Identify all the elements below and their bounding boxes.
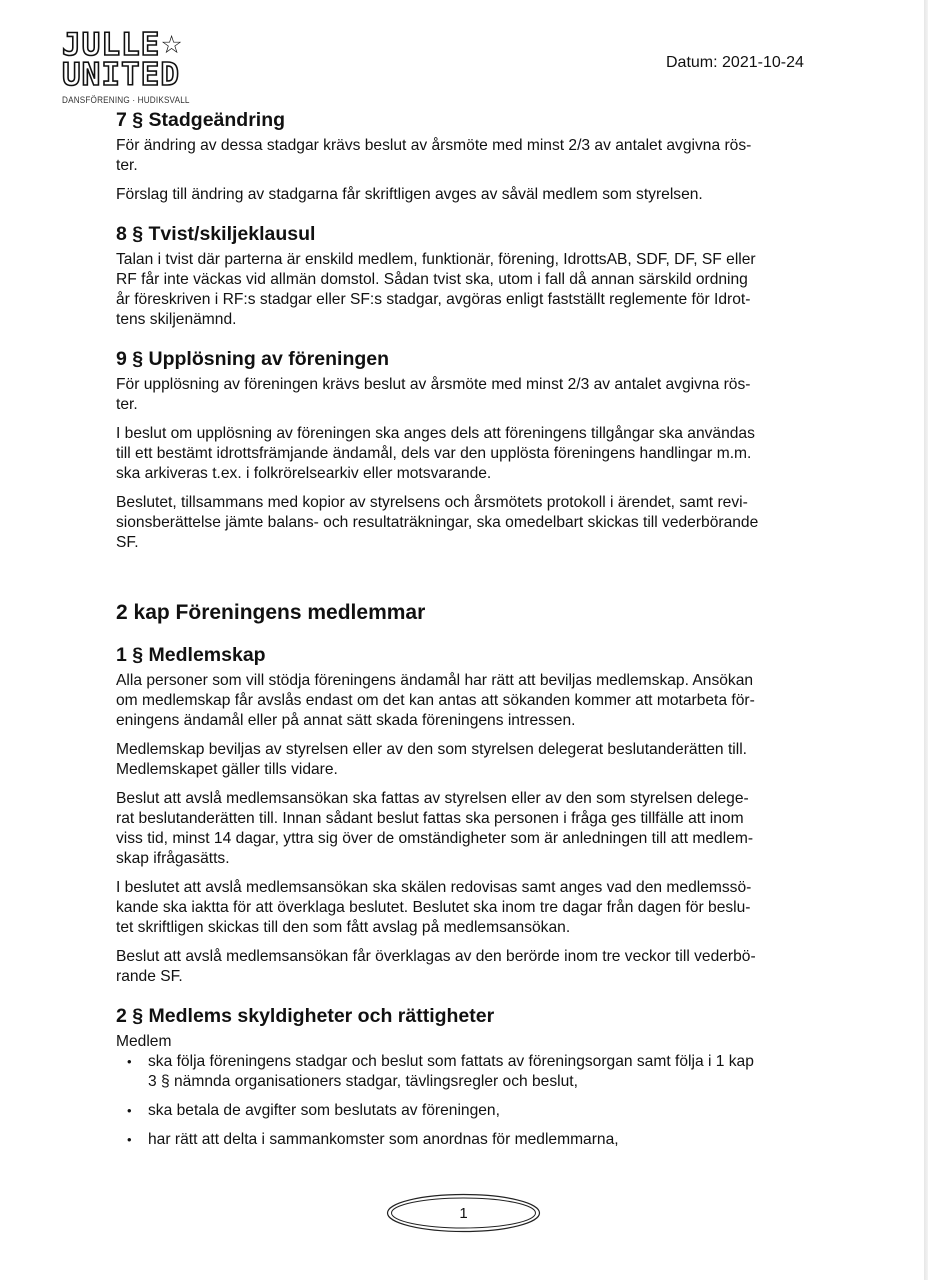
list-item-text: ska följa föreningens stadgar och beslut som fattats av föreningsorgan samt följa i 1 kap 3 § nämnda organisationers stadgar, tävlingsregler och beslut, [148, 1053, 754, 1090]
bullet-icon: • [127, 1054, 132, 1069]
paragraph: Alla personer som vill stödja föreningens ändamål har rätt att beviljas medlemskap. Ansökan om medlemskap får avslås endast om det kan antas att sökanden kommer att motarbeta för- eningens ändamål eller på annat sätt skada föreningens intressen. [116, 672, 755, 729]
paragraph: I beslut om upplösning av föreningen ska anges dels att föreningens tillgångar ska användas till ett bestämt idrottsfrämjande ändamål, dels var den upplösta föreningens handlingar m.m. ska arkiveras t.ex. i folkrörelsearkiv eller motsvarande. [116, 425, 755, 482]
page-edge [924, 0, 928, 1280]
section-title: 8 § Tvist/skiljeklausul [116, 223, 316, 245]
bullet-list [116, 1052, 812, 1150]
paragraph: Medlemskap beviljas av styrelsen eller av den som styrelsen delegerat beslutanderätten till. Medlemskapet gäller tills vidare. [116, 741, 747, 778]
logo-text-line1: JULLE☆ [62, 27, 184, 63]
document-body [116, 108, 812, 1167]
section-title: 9 § Upplösning av föreningen [116, 348, 390, 370]
logo-text-line2: UNITED [62, 57, 180, 93]
paragraph: Beslutet, tillsammans med kopior av styrelsens och årsmötets protokoll i ärendet, samt revi- sionsberättelse jämte balans- och resultaträkningar, ska omedelbart skickas till vederbörande SF. [116, 494, 759, 551]
chapter-2 [116, 600, 812, 626]
list-item [116, 1101, 812, 1121]
paragraph: I beslutet att avslå medlemsansökan ska skälen redovisas samt anges vad den medlemssö- kande ska iaktta för att överklaga beslutet. Beslutet ska inom tre dagar från dagen för beslu- tet skriftligen skickas till den som fått avslag på medlemsansökan. [116, 879, 752, 936]
paragraph: Talan i tvist där parterna är enskild medlem, funktionär, förening, IdrottsAB, SDF, DF, SF eller RF får inte väckas vid allmän domstol. Sådan tvist ska, utom i fall då annan särskild ordning år föreskriven i RF:s stadgar eller SF:s stadgar, avgöras enligt fastställt reglemente för Idrot- tens skiljenämnd. [116, 251, 756, 328]
bullet-icon: • [127, 1103, 132, 1118]
list-item [116, 1052, 812, 1092]
paragraph: Beslut att avslå medlemsansökan ska fattas av styrelsen eller av den som styrelsen delege- rat beslutanderätten till. Innan sådant beslut fattas ska personen i fråga ges tillfälle att inom viss tid, minst 14 dagar, yttra sig över de omständigheter som är anledningen till att medlem- skap ifrågasätts. [116, 790, 754, 867]
section-9 [116, 347, 812, 553]
section-title: 2 § Medlems skyldigheter och rättigheter [116, 1005, 495, 1027]
page-number-badge [386, 1193, 541, 1233]
section-2-obligations [116, 1004, 812, 1150]
paragraph: Förslag till ändring av stadgarna får skriftligen avges av såväl medlem som styrelsen. [116, 186, 703, 203]
list-item-text: har rätt att delta i sammankomster som anordnas för medlemmarna, [148, 1131, 619, 1148]
section-1-membership [116, 643, 812, 987]
chapter-title: 2 kap Föreningens medlemmar [116, 601, 426, 624]
page-number: 1 [459, 1204, 468, 1222]
logo-subtitle: DANSFÖRENING · HUDIKSVALL [62, 95, 190, 106]
section-7 [116, 108, 812, 205]
paragraph: För upplösning av föreningen krävs beslut av årsmöte med minst 2/3 av antalet avgivna rös- ter. [116, 376, 751, 413]
document-date: Datum: 2021-10-24 [666, 54, 804, 71]
section-title: 1 § Medlemskap [116, 644, 266, 666]
club-logo [62, 27, 192, 106]
paragraph: För ändring av dessa stadgar krävs beslut av årsmöte med minst 2/3 av antalet avgivna rös- ter. [116, 137, 752, 174]
section-title: 7 § Stadgeändring [116, 109, 286, 131]
list-item-text: ska betala de avgifter som beslutats av föreningen, [148, 1102, 500, 1119]
section-8 [116, 222, 812, 330]
paragraph: Beslut att avslå medlemsansökan får överklagas av den berörde inom tre veckor till vederbö- rande SF. [116, 948, 756, 985]
star-icon: ☆ [160, 30, 184, 59]
list-item [116, 1130, 812, 1150]
list-intro: Medlem [116, 1033, 172, 1050]
bullet-icon: • [127, 1132, 132, 1147]
